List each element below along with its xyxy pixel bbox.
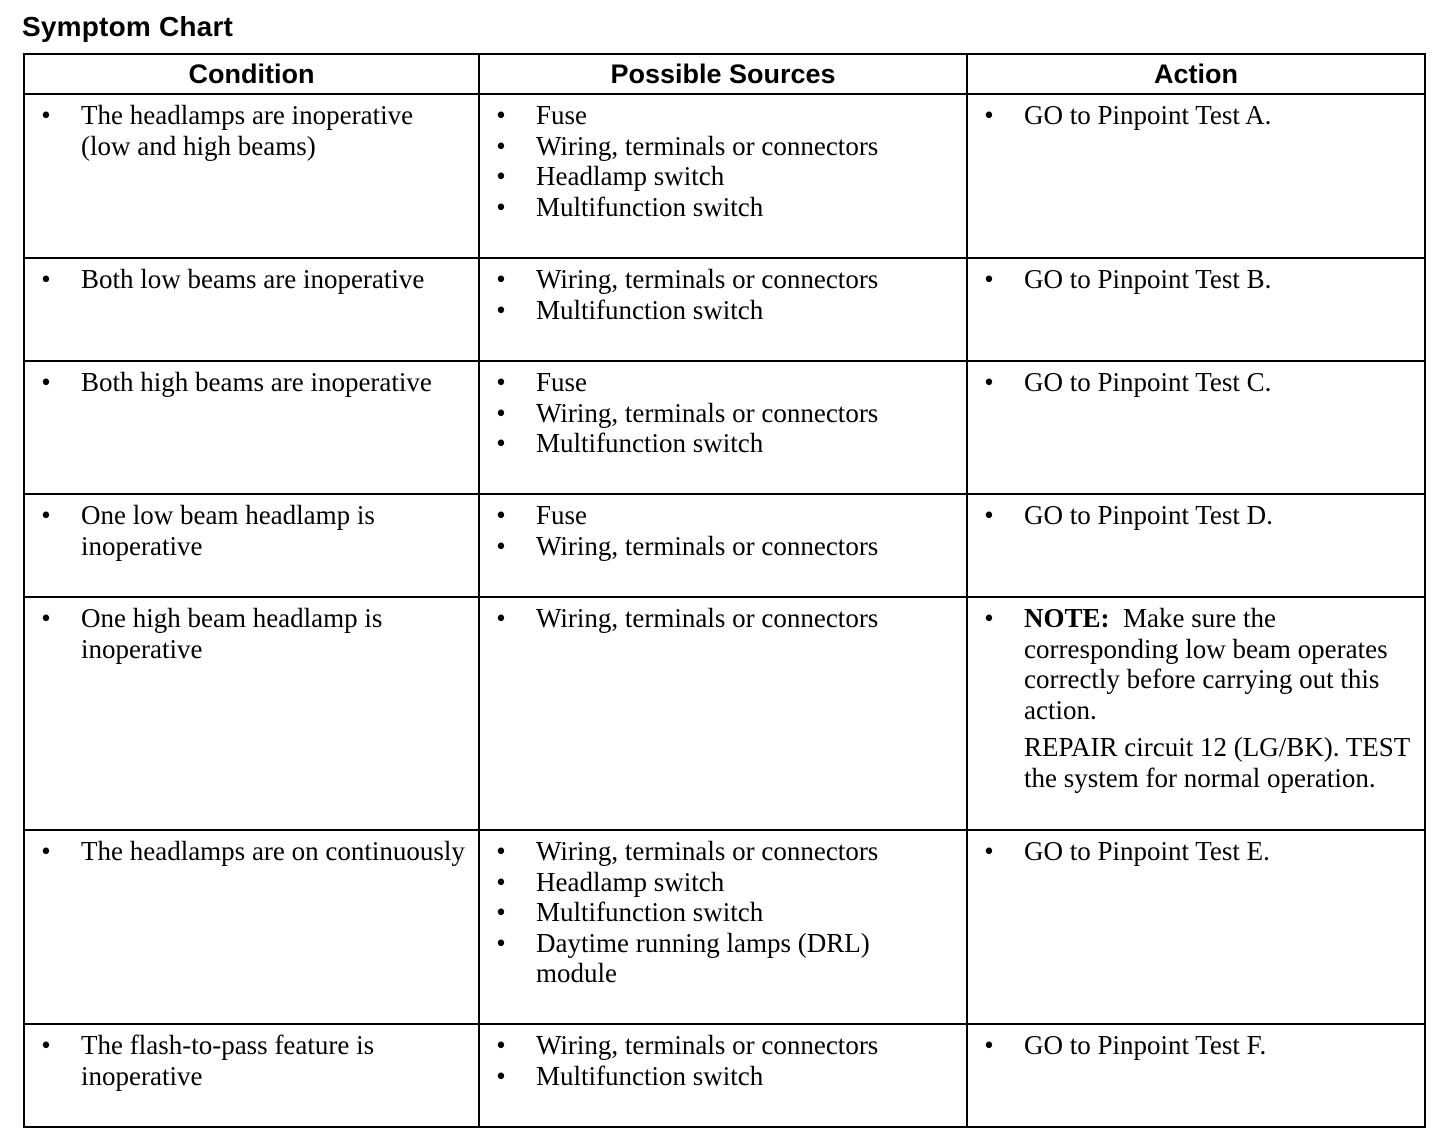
bullet-icon: • [496, 836, 506, 866]
source-item: Fuse [536, 500, 588, 530]
action-cell [967, 597, 1425, 830]
condition-cell [24, 94, 479, 258]
header-condition: Condition [24, 54, 479, 94]
action-cell [967, 258, 1425, 361]
source-item: Multifunction switch [536, 1060, 764, 1091]
source-item: Fuse [536, 100, 588, 130]
bullet-icon: • [496, 100, 506, 130]
bullet-icon: • [496, 500, 506, 530]
bullet-icon: • [496, 191, 506, 222]
bullet-icon: • [496, 367, 506, 397]
action-text: GO to Pinpoint Test A. [1024, 100, 1272, 130]
source-item: Multifunction switch [536, 428, 764, 458]
bullet-icon: • [41, 367, 51, 397]
table-row [24, 494, 1425, 597]
action-cell [967, 494, 1425, 597]
header-action: Action [967, 54, 1425, 94]
page-title: Symptom Chart [22, 11, 234, 42]
source-item: Headlamp switch [536, 161, 725, 191]
condition-cell [24, 494, 479, 597]
action-text: GO to Pinpoint Test D. [1024, 500, 1273, 530]
table-row [24, 830, 1425, 1024]
bullet-icon: • [984, 836, 994, 866]
sources-cell [479, 494, 967, 597]
sources-cell [479, 830, 967, 1024]
condition-cell [24, 258, 479, 361]
source-item: Multifunction switch [536, 191, 764, 222]
bullet-icon: • [496, 161, 506, 191]
bullet-icon: • [41, 1030, 51, 1060]
condition-cell [24, 830, 479, 1024]
bullet-icon: • [496, 530, 506, 561]
bullet-icon: • [984, 367, 994, 397]
sources-cell [479, 258, 967, 361]
source-item: Wiring, terminals or connectors [536, 530, 879, 561]
source-item: Fuse [536, 367, 588, 397]
bullet-icon: • [496, 130, 506, 161]
action-cell [967, 94, 1425, 258]
bullet-icon: • [496, 428, 506, 458]
bullet-icon: • [984, 264, 994, 294]
source-item: Wiring, terminals or connectors [536, 130, 879, 161]
action-text: GO to Pinpoint Test B. [1024, 264, 1272, 294]
bullet-icon: • [496, 264, 506, 294]
sources-cell [479, 94, 967, 258]
table-row [24, 1024, 1425, 1127]
bullet-icon: • [496, 294, 506, 325]
condition-text: One low beam headlamp is inoperative [81, 500, 375, 561]
bullet-icon: • [496, 603, 506, 633]
bullet-icon: • [496, 866, 506, 897]
bullet-icon: • [41, 264, 51, 294]
action-detail: REPAIR circuit 12 (LG/BK). TEST the system for normal operation. [1024, 732, 1410, 793]
condition-text: Both high beams are inoperative [81, 367, 432, 397]
condition-text: The flash-to-pass feature is inoperative [81, 1030, 375, 1091]
table-row [24, 597, 1425, 830]
condition-text: Both low beams are inoperative [81, 264, 425, 294]
sources-cell [479, 1024, 967, 1127]
action-cell [967, 830, 1425, 1024]
action-text: GO to Pinpoint Test C. [1024, 367, 1272, 397]
bullet-icon: • [41, 603, 51, 633]
action-cell [967, 361, 1425, 494]
source-item: Wiring, terminals or connectors [536, 836, 879, 866]
header-row [24, 54, 1425, 94]
action-text: GO to Pinpoint Test F. [1024, 1030, 1267, 1060]
bullet-icon: • [496, 397, 506, 428]
source-item: Daytime running lamps (DRL) module [536, 927, 870, 988]
action-text: GO to Pinpoint Test E. [1024, 836, 1270, 866]
bullet-icon: • [41, 100, 51, 130]
bullet-icon: • [984, 603, 994, 633]
bullet-icon: • [496, 927, 506, 958]
bullet-icon: • [41, 500, 51, 530]
bullet-icon: • [984, 1030, 994, 1060]
bullet-icon: • [984, 100, 994, 130]
symptom-chart-table [23, 53, 1426, 1128]
note-label: NOTE: [1024, 603, 1110, 633]
bullet-icon: • [496, 1030, 506, 1060]
bullet-icon: • [41, 836, 51, 866]
note-text: Make sure the corresponding low beam operates correctly before carrying out this action. [1024, 603, 1388, 725]
condition-text: The headlamps are on continuously [81, 836, 465, 866]
source-item: Multifunction switch [536, 897, 764, 927]
condition-cell [24, 361, 479, 494]
condition-cell [24, 1024, 479, 1127]
source-item: Wiring, terminals or connectors [536, 603, 879, 633]
condition-text: One high beam headlamp is inoperative [81, 603, 383, 664]
condition-cell [24, 597, 479, 830]
condition-text: The headlamps are inoperative (low and high beams) [81, 100, 414, 161]
bullet-icon: • [496, 1060, 506, 1091]
source-item: Wiring, terminals or connectors [536, 397, 879, 428]
bullet-icon: • [496, 897, 506, 927]
sources-cell [479, 597, 967, 830]
sources-cell [479, 361, 967, 494]
source-item: Wiring, terminals or connectors [536, 264, 879, 294]
bullet-icon: • [984, 500, 994, 530]
source-item: Multifunction switch [536, 294, 764, 325]
action-cell [967, 1024, 1425, 1127]
header-possible-sources: Possible Sources [479, 54, 967, 94]
table-row [24, 361, 1425, 494]
source-item: Headlamp switch [536, 866, 725, 897]
source-item: Wiring, terminals or connectors [536, 1030, 879, 1060]
table-row [24, 94, 1425, 258]
table-row [24, 258, 1425, 361]
